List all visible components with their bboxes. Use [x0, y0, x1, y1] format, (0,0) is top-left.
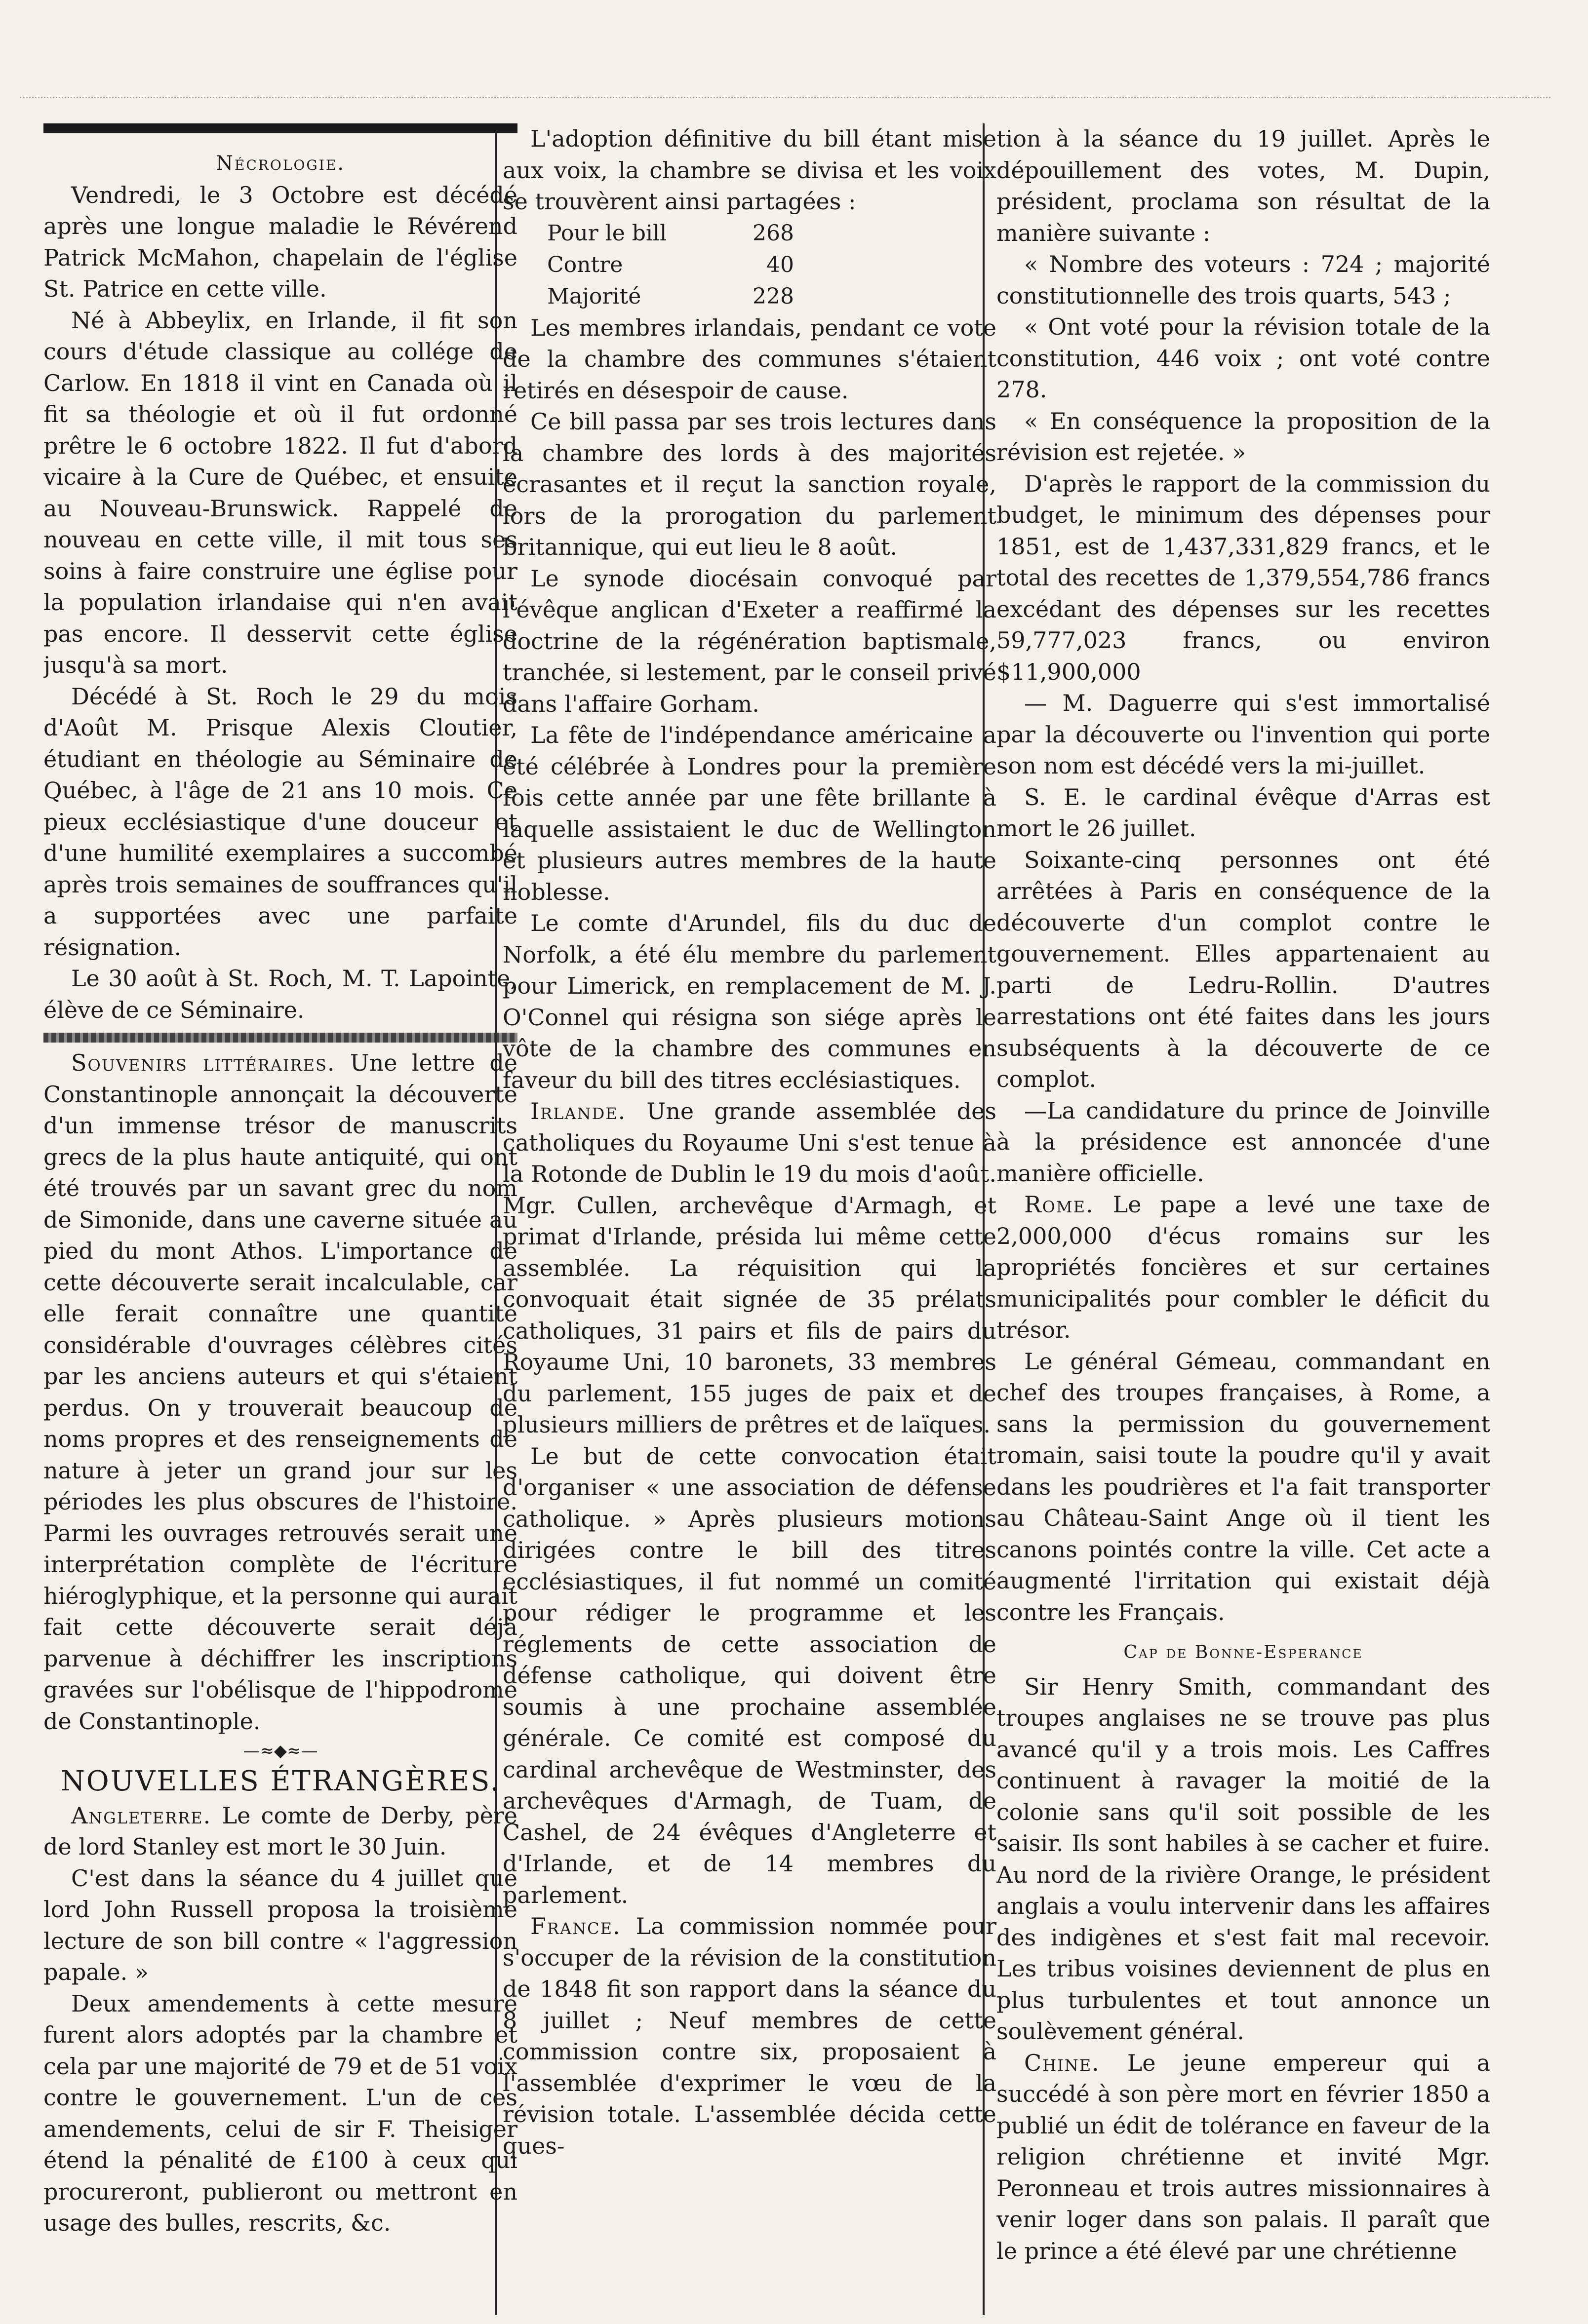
vote-value: 40 — [766, 252, 794, 277]
col3-para-8: Soixante-cinq personnes ont été arrêtées à Paris en conséquence de la découverte d'un complot contre le gouvernement. Elles appartenaient au parti de Ledru-Rollin. D'autres arrestations ont été faites dans les jours subséquents à la découverte de ce complot. — [996, 846, 1490, 1092]
france-para — [503, 1911, 996, 2162]
necrologie-para-4: Le 30 août à St. Roch, M. T. Lapointe, élève de ce Séminaire. — [43, 965, 517, 1023]
necrologie-para-1: Vendredi, le 3 Octobre est décédé après une longue maladie le Révérend Patrick McMahon, chapelain de l'église St. Patrice en cette ville. — [43, 181, 517, 302]
col3-para-3: « Ont voté pour la révision totale de la constitution, 446 voix ; ont voté contre 278. — [996, 313, 1490, 403]
col3-para-6: — M. Daguerre qui s'est immortalisé par la découverte ou l'invention qui porte son nom est décédé vers la mi-juillet. — [996, 690, 1490, 779]
col2-para-2: Les membres irlandais, pendant ce vote de la chambre des communes s'étaient retirés en désespoir de cause. — [503, 314, 996, 404]
france-text: La commission nommée pour s'occuper de la révision de la constitution de 1848 fit son rapport dans la séance du 8 juillet ; Neuf membres de cette commission contre six, proposaient à l'assemblée d'exprimer le vœu de la révision totale. L'assemblée décida cette ques- — [503, 1913, 996, 2159]
col3-para-9: —La candidature du prince de Joinville à la présidence est annoncée d'une manière officielle. — [996, 1097, 1490, 1187]
vote-value: 228 — [753, 283, 794, 309]
column-3 — [996, 123, 1490, 2304]
rome-para — [996, 1189, 1490, 1346]
section-separator — [43, 1033, 517, 1043]
vote-label: Pour le bill — [547, 220, 667, 246]
necrologie-para-2: Né à Abbeylix, en Irlande, il fit son cours d'étude classique au collége de Carlow. En 1818 il vint en Canada où il fit sa théologie et où il fut ordonné prêtre le 6 octobre 1822. Il fut d'abord vicaire à la Cure de Québec, et ensuite au Nouveau-Brunswick. Rappelé de nouveau en cette ville, il mit tous ses soins à faire construire une église pour la population irlandaise qui n'en avait pas encore. Il desservit cette église jusqu'à sa mort. — [43, 307, 517, 678]
angleterre-para-3: Deux amendements à cette mesure furent alors adoptés par la chambre et cela par une majorité de 79 et de 51 voix contre le gouvernement. L'un de ces amendements, celui de sir F. Theisiger étend la pénalité de £100 à ceux qui procureront, publieront ou mettront en usage des bulles, rescrits, &c. — [43, 1990, 517, 2236]
angleterre-heading: Angleterre. — [71, 1802, 212, 1829]
col2-para-5: La fête de l'indépendance américaine a été célébrée à Londres pour la première fois cette année par une fête brillante à laquelle assistaient le duc de Wellington et plusieurs autres membres de la haute noblesse. — [503, 722, 996, 905]
chine-text: Le jeune empereur qui a succédé à son père mort en février 1850 a publié un édit de tolérance en faveur de la religion chrétienne et invité Mgr. Peronneau et trois autres missionnaires à venir loger dans son palais. Il paraît que le prince a été élevé par une chrétienne — [996, 2049, 1490, 2264]
angleterre-para-2: C'est dans la séance du 4 juillet que lord John Russell proposa la troisième lecture de son bill contre « l'aggression papale. » — [43, 1864, 517, 1985]
necrologie-heading: Nécrologie. — [215, 152, 346, 175]
top-margin-noise — [20, 97, 1550, 106]
rome-text: Le pape a levé une taxe de 2,000,000 d'écus romains sur les propriétés foncières et sur certaines municipalités pour combler le déficit du trésor. — [996, 1191, 1490, 1343]
necrologie-para-3: Décédé à St. Roch le 29 du mois d'Août M. Prisque Alexis Cloutier, étudiant en théologie au Séminaire de Québec, à l'âge de 21 ans 10 mois. Ce pieux ecclésiastique d'une douceur et d'une humilité exemplaires a succombé après trois semaines de souffrances qu'il a supportées avec une parfaite résignation. — [43, 683, 517, 961]
souvenirs-heading: Souvenirs littéraires. — [71, 1049, 336, 1076]
irlande-para — [503, 1096, 996, 1441]
col3-para-11: Le général Gémeau, commandant en chef des troupes françaises, à Rome, a sans la permission du gouvernement romain, saisi toute la poudre qu'il y avait dans les poudrières et l'a fait transporter au Château-Saint Ange où il tient les canons pointés contre la ville. Cet acte a augmenté l'irritation qui existait déjà contre les Français. — [996, 1348, 1490, 1626]
france-heading: France. — [530, 1913, 621, 1939]
column-2 — [503, 123, 996, 2304]
col3-para-4: « En conséquence la proposition de la révision est rejetée. » — [996, 407, 1490, 465]
column-1 — [43, 123, 517, 2304]
vote-row — [547, 281, 996, 312]
souvenirs-para — [43, 1047, 517, 1737]
souvenirs-text: Une lettre de Constantinople annonçait la découverte d'un immense trésor de manuscrits grecs de la plus haute antiquité, qui ont été trouvés par un savant grec du nom de Simonide, dans une caverne située au pied du mont Athos. L'importance de cette découverte serait incalculable, car elle ferait connaître une quantité considérable d'ouvrages célèbres cités par les anciens auteurs et qui s'étaient perdus. On y trouverait beaucoup de noms propres et des renseignements de nature à jeter un grand jour sur les périodes les plus obscures de l'histoire. Parmi les ouvrages retrouvés serait une interprétation complète de l'écriture hiéroglyphique, et la personne qui aurait fait cette découverte serait déjà parvenue à déchiffrer les inscriptions gravées sur l'obélisque de l'hippodrome de Constantinople. — [43, 1049, 517, 1735]
col3-para-7: S. E. le cardinal évêque d'Arras est mort le 26 juillet. — [996, 783, 1490, 842]
cap-heading: Cap de Bonne-Esperance — [1123, 1642, 1363, 1663]
col2-para-6: Le comte d'Arundel, fils du duc de Norfolk, a été élu membre du parlement pour Limerick, en remplacement de M. J. O'Connel qui résigna son siége après le vôte de la chambre des communes en faveur du bill des titres ecclésiastiques. — [503, 910, 996, 1093]
irlande-text: Une grande assemblée des catholiques du Royaume Uni s'est tenue à la Rotonde de Dublin le 19 du mois d'août. Mgr. Cullen, archevêque d'Armagh, et primat d'Irlande, présida lui même cette assemblée. La réquisition qui la convoquait était signée de 35 prélats catholiques, 31 pairs et fils de pairs du Royaume Uni, 10 baronets, 33 membres du parlement, 155 juges de paix et de plusieurs milliers de prêtres et de laïques. — [503, 1098, 996, 1438]
vote-row — [547, 249, 996, 281]
chine-para — [996, 2048, 1490, 2267]
col3-para-5: D'après le rapport de la commission du budget, le minimum des dépenses pour 1851, est de 1,437,331,829 francs, et le total des recettes de 1,379,554,786 francs excédant des dépenses sur les recettes 59,777,023 francs, ou environ $11,900,000 — [996, 470, 1490, 685]
angleterre-text: Le comte de Derby, père de lord Stanley est mort le 30 Juin. — [43, 1802, 517, 1860]
col3-para-2: « Nombre des voteurs : 724 ; majorité constitutionnelle des trois quarts, 543 ; — [996, 251, 1490, 309]
rome-heading: Rome. — [1024, 1191, 1094, 1218]
vote-row — [547, 218, 996, 249]
angleterre-para — [43, 1800, 517, 1863]
vote-label: Majorité — [547, 283, 641, 309]
chine-heading: Chine. — [1024, 2049, 1100, 2076]
col2-para-1: L'adoption définitive du bill étant mise aux voix, la chambre se divisa et les voix se trouvèrent ainsi partagées : — [503, 125, 996, 215]
col2-para-3: Ce bill passa par ses trois lectures dans la chambre des lords à des majorités écrasantes et il reçut la sanction royale, lors de la prorogation du parlement britannique, qui eut lieu le 8 août. — [503, 408, 996, 560]
nouvelles-etrangeres-heading: NOUVELLES ÉTRANGÈRES. — [60, 1765, 501, 1797]
ornament-divider: —≈◆≈— — [243, 1741, 318, 1761]
vote-table — [547, 218, 996, 312]
irlande-heading: Irlande. — [530, 1098, 627, 1124]
col2-para-4: Le synode diocésain convoqué par l'évêque anglican d'Exeter a reaffirmé la doctrine de la régénération baptismale, tranchée, si lestement, par le conseil privé dans l'affaire Gorham. — [503, 565, 996, 717]
col3-para-12: Sir Henry Smith, commandant des troupes anglaises ne se trouve pas plus avancé qu'il y a trois mois. Les Caffres continuent à ravager la moitié de la colonie sans qu'il soit possible de les saisir. Ils sont habiles à se cacher et fuire. Au nord de la rivière Orange, le président anglais a voulu intervenir dans les affaires des indigènes et s'est fait mal recevoir. Les tribus voisines deviennent de plus en plus turbulentes et tout annonce un soulèvement général. — [996, 1673, 1490, 2045]
vote-label: Contre — [547, 252, 623, 277]
col3-para-1: tion à la séance du 19 juillet. Après le dépouillement des votes, M. Dupin, président, proclama son résultat de la manière suivante : — [996, 125, 1490, 246]
top-ornamental-bar — [43, 123, 517, 133]
col2-para-8: Le but de cette convocation était d'organiser « une association de défense catholique. » Après plusieurs motions dirigées contre le bill des titres ecclésiastiques, il fut nommé un comité pour rédiger le programme et les réglements de cette association de défense catholique, qui doivent être soumis à une prochaine assemblée générale. Ce comité est composé du cardinal archevêque de Westminster, des archevêques d'Armagh, de Tuam, de Cashel, de 24 évêques d'Angleterre et d'Irlande, et de 14 membres du parlement. — [503, 1442, 996, 1908]
vote-value: 268 — [753, 220, 794, 246]
